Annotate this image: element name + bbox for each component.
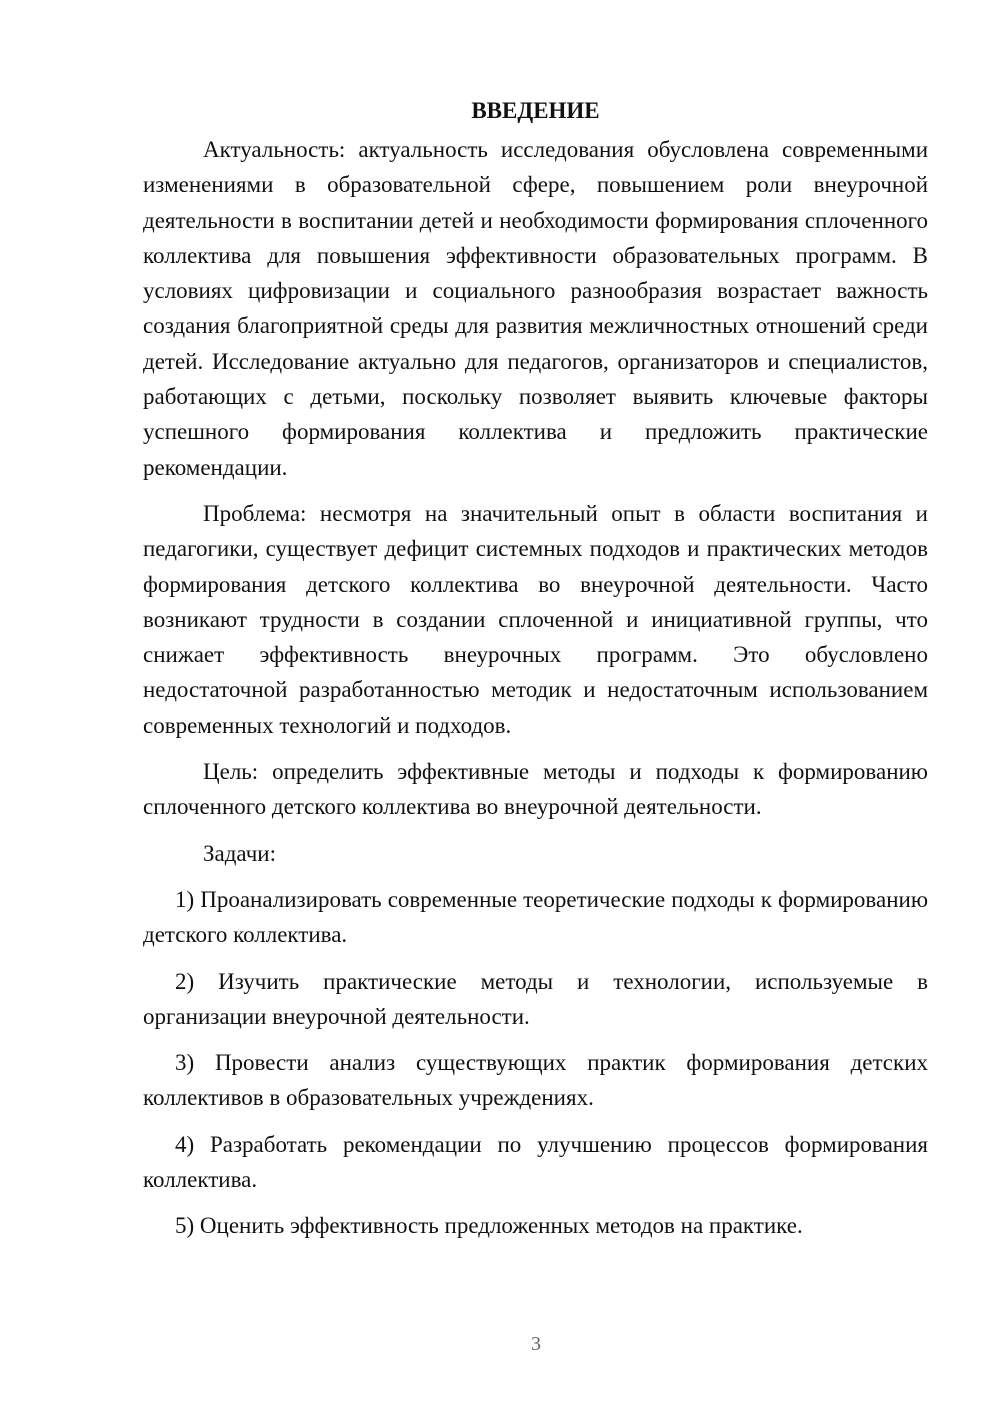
task-item: 2) Изучить практические методы и технологии, используемые в организации внеурочной деятельности. <box>143 968 928 1029</box>
task-item: 1) Проанализировать современные теоретические подходы к формированию детского коллектива. <box>143 886 928 948</box>
section-title: ВВЕДЕНИЕ <box>471 98 600 123</box>
task-item: 4) Разработать рекомендации по улучшению процессов формирования коллектива. <box>143 1131 928 1193</box>
task-item: 5) Оценить эффективность предложенных методов на практике. <box>175 1213 803 1239</box>
problem-paragraph: Проблема: несмотря на значительный опыт в области воспитания и педагогики, существует дефицит системных подходов и практических методов формирования детского коллектива во внеурочной деятельности. Часто возникают трудности в создании сплоченной и инициативной группы, что снижает эффективность внеурочных программ. Это обусловлено недостаточной разработанностью методик и недостаточным использованием современных технологий и подходов. <box>143 500 928 738</box>
goal-paragraph: Цель: определить эффективные методы и подходы к формированию сплоченного детского коллектива во внеурочной деятельности. <box>143 759 928 820</box>
page-body <box>143 96 928 1244</box>
relevance-paragraph: Актуальность: актуальность исследования обусловлена современными изменениями в образовательной сфере, повышением роли внеурочной деятельности в воспитании детей и необходимости формирования сплоченного коллектива для повышения эффективности образовательных программ. В условиях цифровизации и социального разнообразия возрастает важность создания благоприятной среды для развития межличностных отношений среди детей. Исследование актуально для педагогов, организаторов и специалистов, работающих с детьми, поскольку позволяет выявить ключевые факторы успешного формирования коллектива и предложить практические рекомендации. <box>143 137 928 480</box>
tasks-heading: Задачи: <box>203 840 276 866</box>
page-number: 3 <box>531 1333 541 1355</box>
task-item: 3) Провести анализ существующих практик формирования детских коллективов в образовательных учреждениях. <box>143 1050 928 1111</box>
